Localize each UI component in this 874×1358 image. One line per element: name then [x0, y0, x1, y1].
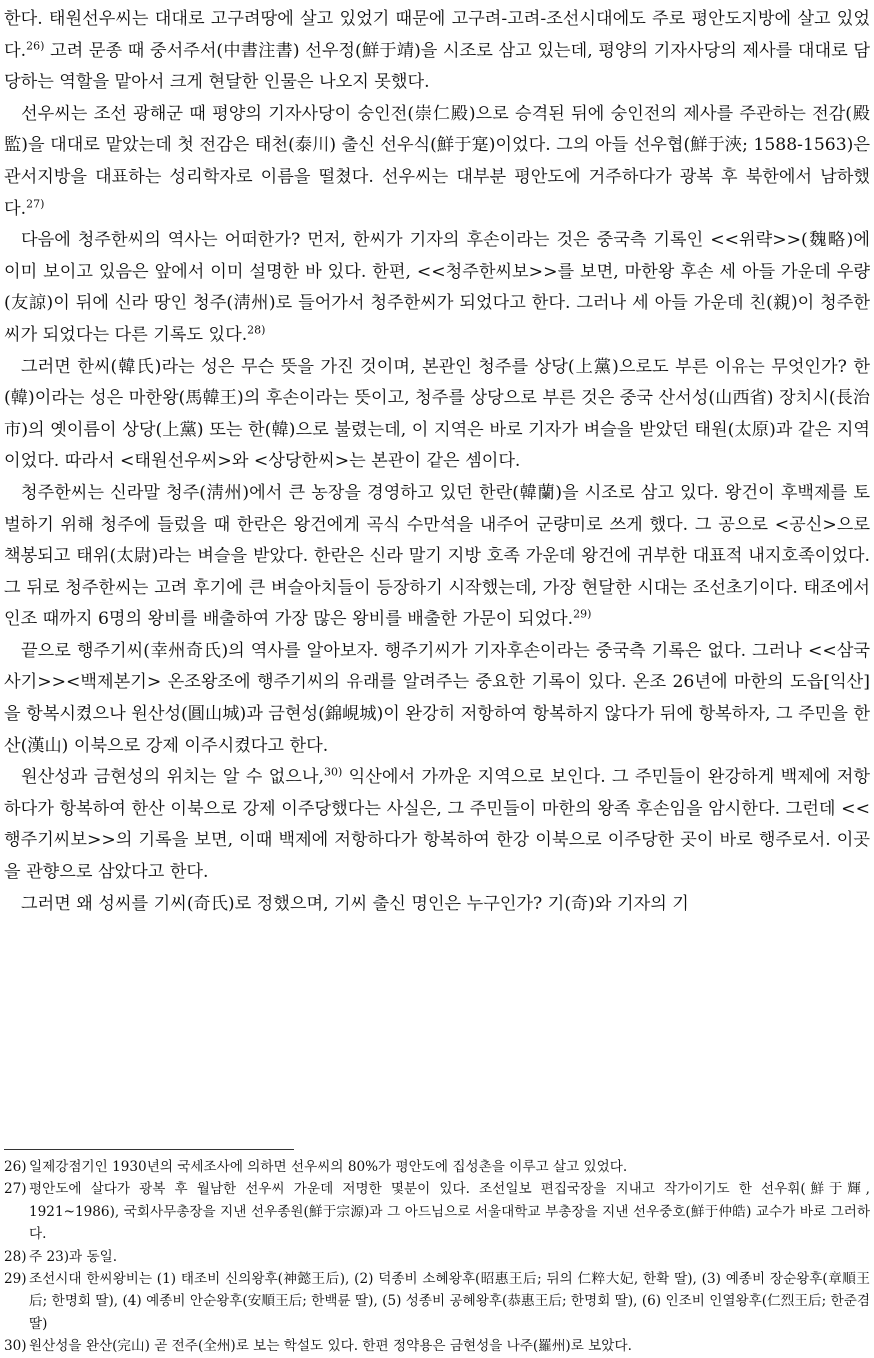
paragraph — [4, 352, 870, 478]
paragraph-text: 그러면 왜 성씨를 기씨(奇氏)로 정했으며, 기씨 출신 명인은 누구인가? 기(奇)와 기자의 기 — [21, 893, 689, 914]
footnote — [4, 1156, 870, 1178]
document-body — [4, 0, 870, 920]
paragraph-text: 청주한씨는 신라말 청주(淸州)에서 큰 농장을 경영하고 있던 한란(韓蘭)을 시조로 삼고 있다. 왕건이 후백제를 토벌하기 위해 청주에 들렀을 때 한란은 왕건에게 곡식 수만석을 내주어 군량미로 쓰게 했다. 그 공으로 <공신>으로 책봉되고 태위(太尉)라는 벼슬을 받았다. 한란은 신라 말기 지방 호족 가운데 왕건에 귀부한 대표적 내지호족이었다. 그 뒤로 청주한씨는 고려 후기에 큰 벼슬아치들이 등장하기 시작했는데, 가장 현달한 시대는 조선초기이다. 태조에서 인조 때까지 6명의 왕비를 배출하여 가장 많은 왕비를 배출한 가문이 되었다. — [4, 482, 870, 630]
footnote — [4, 1178, 870, 1245]
footnote-ref: 26) — [26, 38, 45, 52]
footnote-number: 30) — [4, 1338, 27, 1355]
paragraph — [4, 4, 870, 99]
paragraph-text: 한다. 태원선우씨는 대대로 고구려땅에 살고 있었기 때문에 고구려-고려-조선시대에도 주로 평안도지방에 살고 있었다. — [4, 9, 870, 61]
footnote-number: 27) — [4, 1181, 27, 1198]
footnote-ref: 28) — [247, 323, 266, 337]
footnote — [4, 1268, 870, 1335]
paragraph-text: 다음에 청주한씨의 역사는 어떠한가? 먼저, 한씨가 기자의 후손이라는 것은 중국측 기록인 <<위략>>(魏略)에 이미 보이고 있음은 앞에서 이미 설명한 바 있다. 한편, <<청주한씨보>>를 보면, 마한왕 후손 세 아들 가운데 우량(友諒)이 뒤에 신라 땅인 청주(淸州)로 들어가서 청주한씨가 되었다고 한다. 그러나 세 아들 가운데 친(親)이 청주한씨가 되었다는 다른 기록도 있다. — [4, 230, 870, 345]
footnote-text: 원산성을 완산(完山) 곧 전주(全州)로 보는 학설도 있다. 한편 정약용은 금현성을 나주(羅州)로 보았다. — [29, 1338, 632, 1355]
footnotes — [4, 1156, 870, 1358]
paragraph-text: 익산에서 가까운 지역으로 보인다. 그 주민들이 완강하게 백제에 저항하다가 항복하여 한산 이북으로 강제 이주당했다는 사실은, 그 주민들이 마한의 왕족 후손임을 암시한다. 그런데 <<행주기씨보>>의 기록을 보면, 이때 백제에 저항하다가 항복하여 한강 이북으로 이주당한 곳이 바로 행주로서. 이곳을 관향으로 삼았다고 한다. — [4, 767, 870, 883]
footnote-text: 평안도에 살다가 광복 후 월남한 선우씨 가운데 저명한 몇분이 있다. 조선일보 편집국장을 지내고 작가이기도 한 선우휘(鮮于輝, 1921~1986), 국회사무총장을 지낸 선우종원(鮮于宗源)과 그 아드님으로 서울대학교 부총장을 지낸 선우중호(鮮于仲皓) 교수가 바로 그러하다. — [29, 1181, 870, 1243]
paragraph-text: 끝으로 행주기씨(幸州奇氏)의 역사를 알아보자. 행주기씨가 기자후손이라는 중국측 기록은 없다. 그러나 <<삼국사기>><백제본기> 온조왕조에 행주기씨의 유래를 알려주는 중요한 기록이 있다. 온조 26년에 마한의 도읍[익산]을 항복시켰으나 원산성(圓山城)과 금현성(錦峴城)이 완강히 저항하여 항복하지 않다가 뒤에 항복하자, 그 주민을 한산(漢山) 이북으로 강제 이주시켰다고 한다. — [4, 640, 870, 756]
footnote-number: 29) — [4, 1271, 27, 1288]
footnote-ref: 27) — [26, 196, 45, 210]
footnote-divider — [4, 1149, 294, 1150]
footnote-text: 주 23)과 동일. — [29, 1248, 118, 1265]
footnote-text: 조선시대 한씨왕비는 (1) 태조비 신의왕후(神懿王后), (2) 덕종비 소혜왕후(昭惠王后; 뒤의 仁粹大妃, 한확 딸), (3) 예종비 장순왕후(章順王后; 한명회 딸), (4) 예종비 안순왕후(安順王后; 한백륜 딸), (5) 성종비 공혜왕후(恭惠王后; 한명회 딸), (6) 인조비 인열왕후(仁烈王后; 한준겸 딸) — [29, 1271, 870, 1332]
paragraph — [4, 762, 870, 888]
paragraph-text: 고려 문종 때 중서주서(中書注書) 선우정(鮮于靖)을 시조로 삼고 있는데, 평양의 기자사당의 제사를 대대로 담당하는 역할을 맡아서 크게 현달한 인물은 나오지 못했다. — [4, 40, 870, 93]
footnote — [4, 1246, 870, 1268]
footnote — [4, 1335, 870, 1357]
paragraph-text: 선우씨는 조선 광해군 때 평양의 기자사당이 숭인전(崇仁殿)으로 승격된 뒤에 숭인전의 제사를 주관하는 전감(殿監)을 대대로 맡았는데 첫 전감은 태천(泰川) 출신 선우식(鮮于寔)이었다. 그의 아들 선우협(鮮于浹; 1588-1563)은 관서지방을 대표하는 성리학자로 이름을 떨쳤다. 선우씨는 대부분 평안도에 거주하다가 광복 후 북한에서 남하했다. — [4, 103, 870, 219]
footnote-number: 26) — [4, 1159, 27, 1175]
paragraph — [4, 478, 870, 636]
footnote-number: 28) — [4, 1248, 27, 1265]
paragraph — [4, 889, 870, 921]
footnote-text: 일제강점기인 1930년의 국세조사에 의하면 선우씨의 80%가 평안도에 집성촌을 이루고 살고 있었다. — [29, 1159, 628, 1175]
paragraph-text: 원산성과 금현성의 위치는 알 수 없으나, — [21, 767, 324, 788]
paragraph-text: 그러면 한씨(韓氏)라는 성은 무슨 뜻을 가진 것이며, 본관인 청주를 상당(上黨)으로도 부른 이유는 무엇인가? 한(韓)이라는 성은 마한왕(馬韓王)의 후손이라는 뜻이고, 청주를 상당으로 부른 것은 중국 산서성(山西省) 장치시(長治市)의 옛이름이 상당(上黨) 또는 한(韓)으로 불렸는데, 이 지역은 바로 기자가 벼슬을 받았던 태원(太原)과 같은 지역이었다. 따라서 <태원선우씨>와 <상당한씨>는 본관이 같은 셈이다. — [4, 356, 870, 472]
footnote-ref: 29) — [573, 607, 592, 621]
paragraph — [4, 99, 870, 225]
paragraph — [4, 636, 870, 762]
paragraph — [4, 225, 870, 351]
footnote-ref: 30) — [323, 765, 343, 779]
